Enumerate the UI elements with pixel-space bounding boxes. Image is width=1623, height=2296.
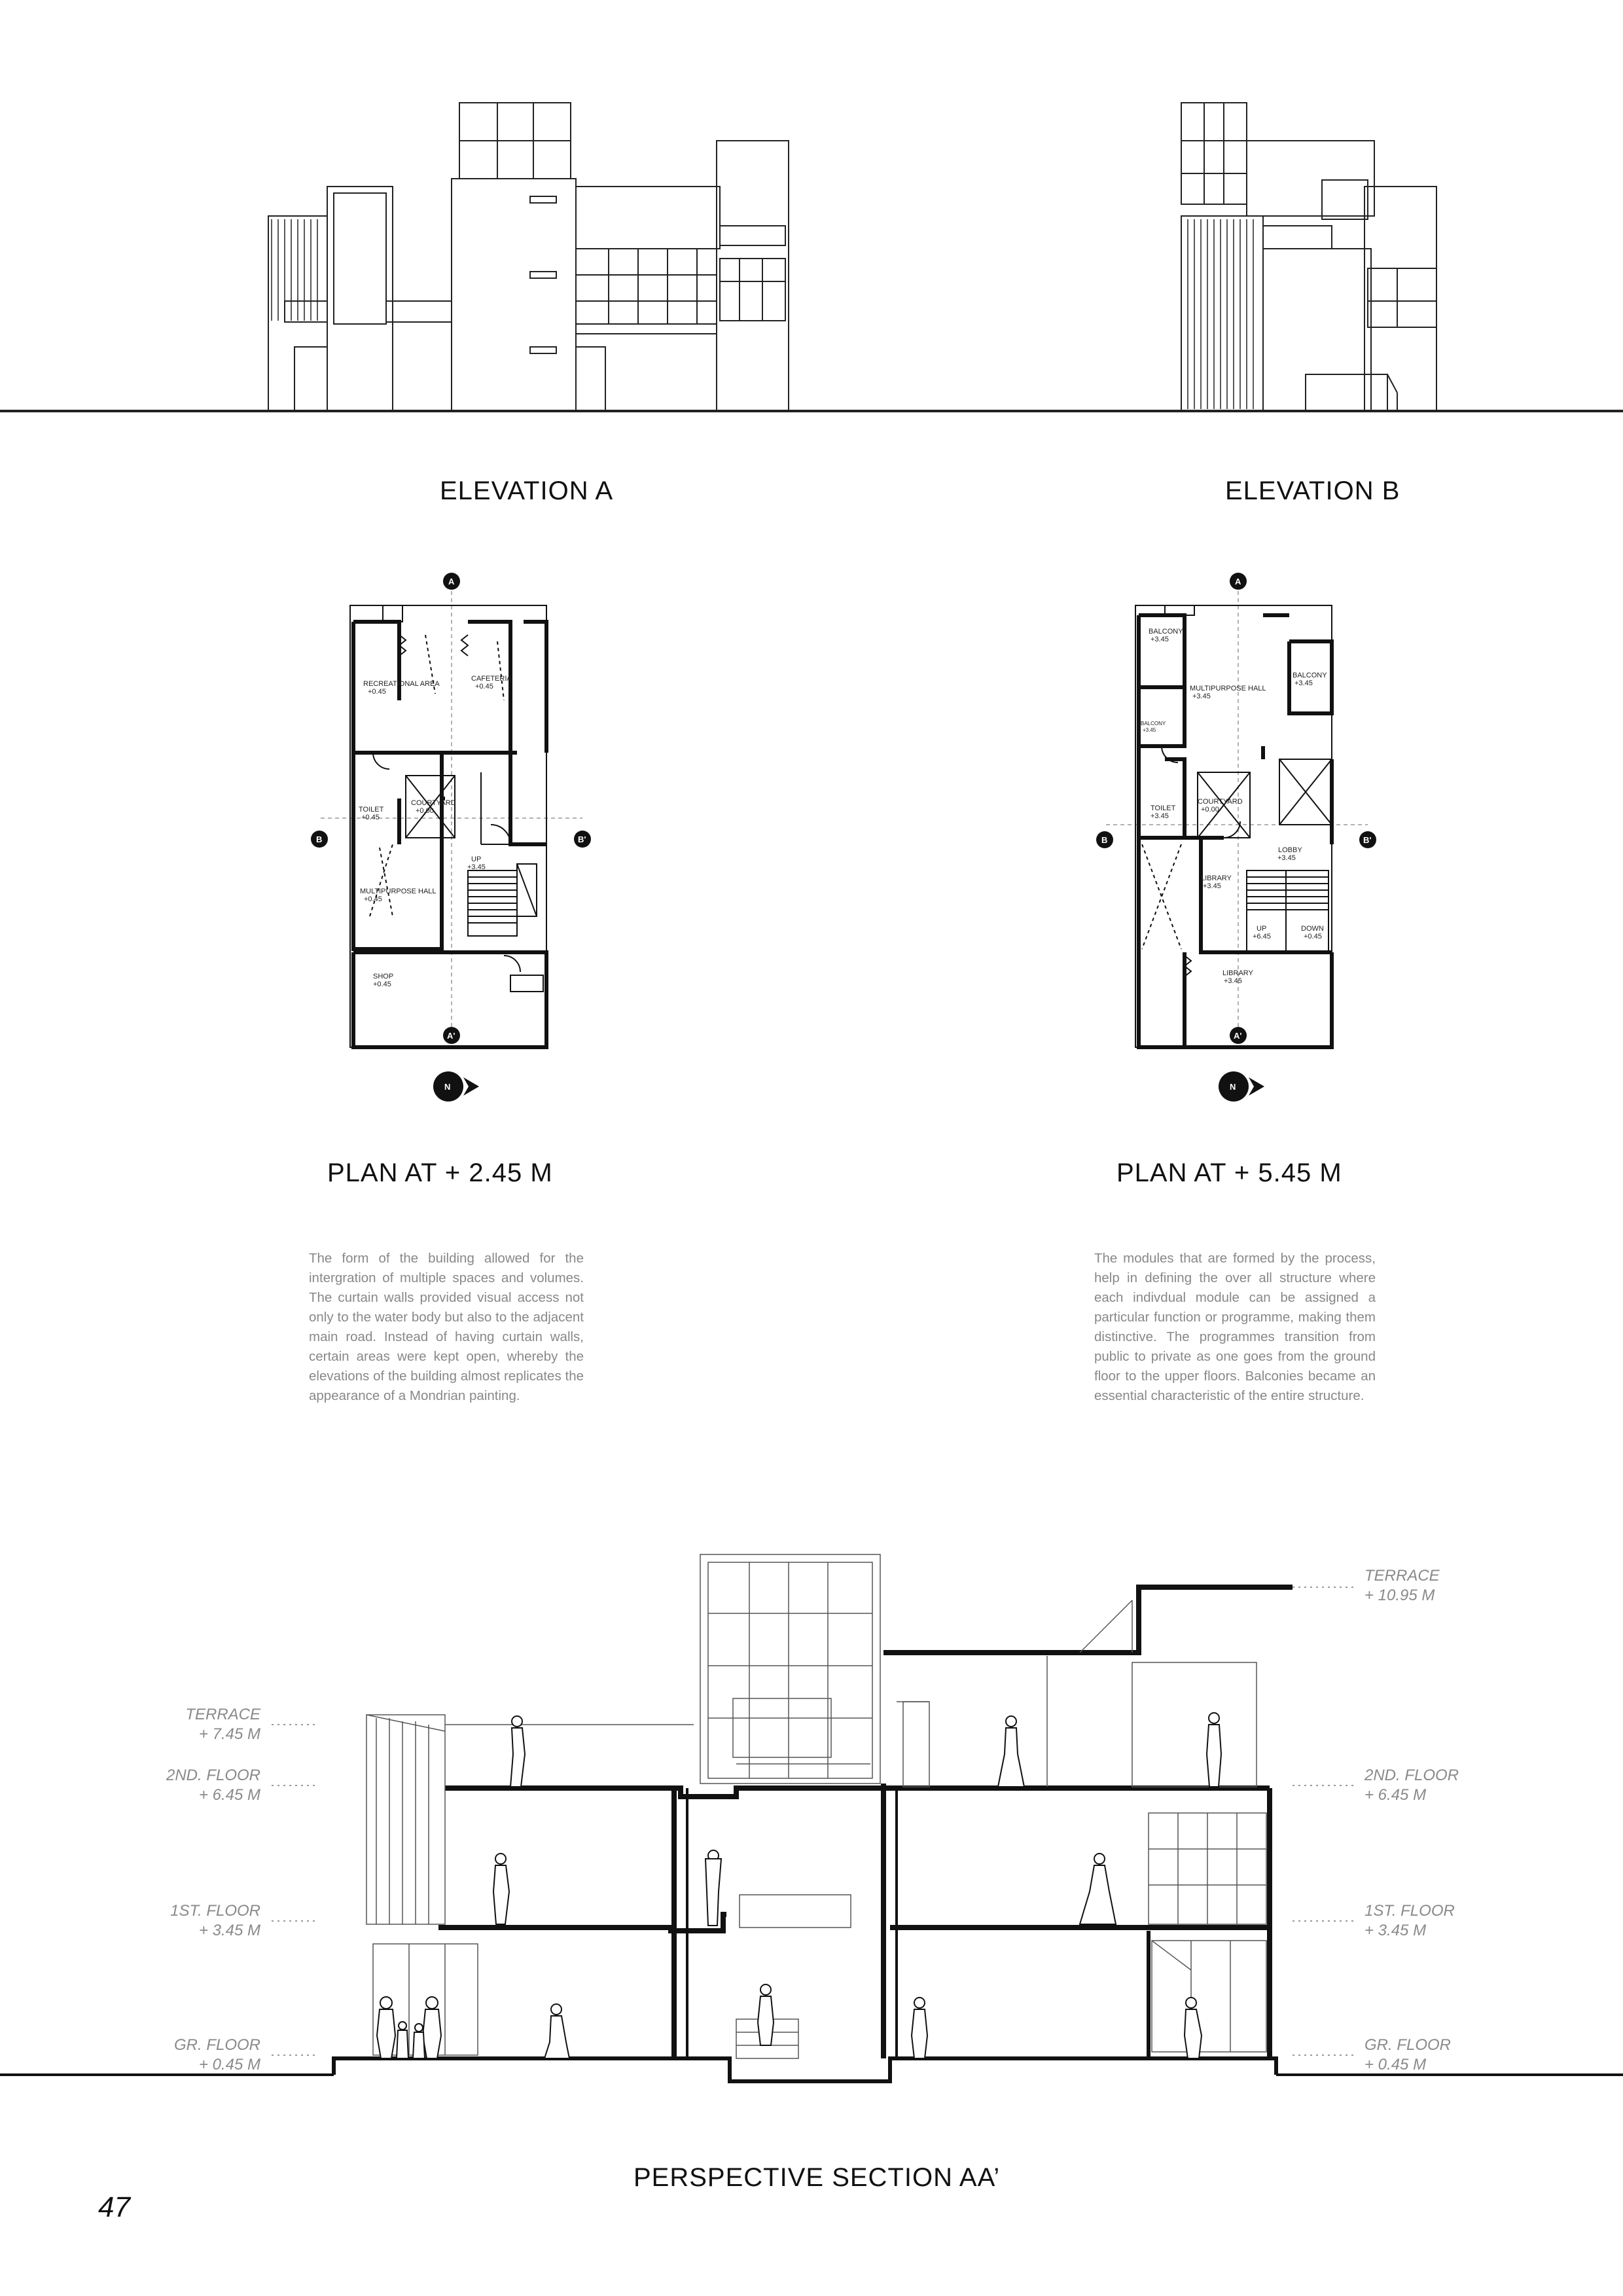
plan-b-room-library2: LIBRARY [1222,969,1253,977]
plan-b-level-balcony3: +3.45 [1143,727,1156,733]
plan-a-level-cafeteria: +0.45 [475,683,493,691]
plan-a-grid-a2: A' [447,1031,455,1041]
plan-a-room-courtyard: COURTYARD [411,799,456,807]
plan-b-room-balcony2: BALCONY [1293,672,1327,679]
level-right-gr-floor [1364,2036,1451,2075]
elevation-b-title: ELEVATION B [1225,476,1400,505]
plan-b-drawing [1093,563,1420,1092]
plan-a-north-arrow-icon [433,1071,479,1102]
level-value: + 0.45 M [198,2056,260,2073]
plan-b-room-up: UP [1257,925,1267,933]
plan-b-grid-a2: A' [1234,1031,1242,1041]
plan-a-grid-b: B [316,834,323,844]
plan-b-room-multipurpose: MULTIPURPOSE HALL [1190,685,1266,692]
plan-a-level-recreational: +0.45 [368,688,386,696]
plan-a-room-up: UP [471,855,482,863]
level-name: GR. FLOOR [173,2036,260,2054]
plan-b-level-down: +0.45 [1304,933,1322,941]
plan-b-level-up: +6.45 [1253,933,1271,941]
left-description: The form of the building allowed for the intergration of multiple spaces and volumes. The curtain walls provided visual access not only to the water body but also to the adjacent main road. Instead of having curtain walls, certain areas were kept open, whereby the elevations of the building almost replicates the appearance of a Mondrian painting. [309,1251,584,1403]
section-title: PERSPECTIVE SECTION AA’ [633,2163,1001,2192]
plan-b-grid-b2: B' [1363,835,1372,845]
level-name: TERRACE [185,1706,260,1723]
level-left-1st-floor [118,1901,260,1941]
plan-a-room-multipurpose: MULTIPURPOSE HALL [360,888,437,895]
plan-a-room-toilet: TOILET [359,806,384,814]
plan-b-room-lobby: LOBBY [1278,846,1302,854]
level-right-terrace [1364,1566,1440,1605]
plan-b-room-balcony3: BALCONY [1141,721,1166,726]
people-silhouettes [377,1713,1221,2058]
plan-b-room-toilet: TOILET [1150,804,1176,812]
level-name: 2ND. FLOOR [1364,1767,1459,1784]
plan-a-level-courtyard: +0.00 [416,807,434,815]
plan-a-level-multipurpose: +0.45 [364,895,382,903]
plan-b-level-lobby: +3.45 [1277,854,1296,862]
level-name: GR. FLOOR [1364,2036,1452,2054]
plan-a-room-cafeteria: CAFETERIA [471,675,512,683]
plan-b-room-balcony1: BALCONY [1149,628,1183,636]
plan-b-grid-b: B [1101,835,1108,845]
level-value: + 10.95 M [1364,1587,1435,1604]
plan-b-north-label: N [1230,1082,1236,1092]
level-right-2nd-floor [1364,1766,1459,1805]
plan-a-grid-b2: B' [578,834,586,844]
level-value: + 3.45 M [198,1922,260,1939]
elevation-drawings [0,0,1623,419]
plan-b-grid-a: A [1235,577,1241,586]
plan-a-drawing [308,563,635,1092]
plan-a-title: PLAN AT + 2.45 M [327,1158,553,1187]
plan-b-level-balcony1: +3.45 [1150,636,1169,643]
plan-a-room-shop: SHOP [373,973,394,980]
level-name: 2ND. FLOOR [166,1767,260,1784]
level-left-2nd-floor [118,1766,260,1805]
perspective-section-drawing [0,1538,1623,2075]
plan-b-level-toilet: +3.45 [1150,812,1169,820]
plan-b-title: PLAN AT + 5.45 M [1116,1158,1342,1187]
plan-b-north-arrow-icon [1219,1071,1264,1102]
plan-a-grid-a: A [448,577,455,586]
plan-b-room-down: DOWN [1301,925,1324,933]
plan-b-level-balcony2: +3.45 [1294,679,1313,687]
level-value: + 7.45 M [198,1725,260,1743]
plan-a-level-up: +3.45 [467,863,486,871]
level-name: 1ST. FLOOR [170,1902,260,1920]
plan-a-room-recreational: RECREATIONAL AREA [363,680,440,688]
level-name: TERRACE [1364,1567,1440,1585]
plan-a-level-shop: +0.45 [373,980,391,988]
right-description: The modules that are formed by the process, help in defining the over all structure where each indivdual module can be assigned a particular function or programme, making them distinctive. The programmes transition from public to private as one goes from the ground floor to the upper floors. Balconies became an essential characteristic of the entire structure. [1094,1251,1376,1403]
level-value: + 6.45 M [1364,1786,1427,1804]
level-value: + 3.45 M [1364,1922,1427,1939]
plan-b-room-library1: LIBRARY [1201,874,1232,882]
level-left-terrace [118,1705,260,1744]
level-right-1st-floor [1364,1901,1455,1941]
plan-b-room-courtyard: COURTYARD [1198,798,1243,806]
elevation-a-title: ELEVATION A [440,476,614,505]
page-number: 47 [98,2191,130,2223]
level-value: + 6.45 M [198,1786,260,1804]
plan-b-level-multipurpose: +3.45 [1192,692,1211,700]
plan-a-north-label: N [444,1082,451,1092]
plan-b-level-library1: +3.45 [1203,882,1221,890]
level-left-gr-floor [118,2036,260,2075]
plan-a-level-toilet: +0.45 [361,814,380,821]
level-value: + 0.45 M [1364,2056,1427,2073]
level-name: 1ST. FLOOR [1364,1902,1455,1920]
plan-b-level-courtyard: +0.00 [1201,806,1219,814]
plan-b-level-library2: +3.45 [1224,977,1242,985]
